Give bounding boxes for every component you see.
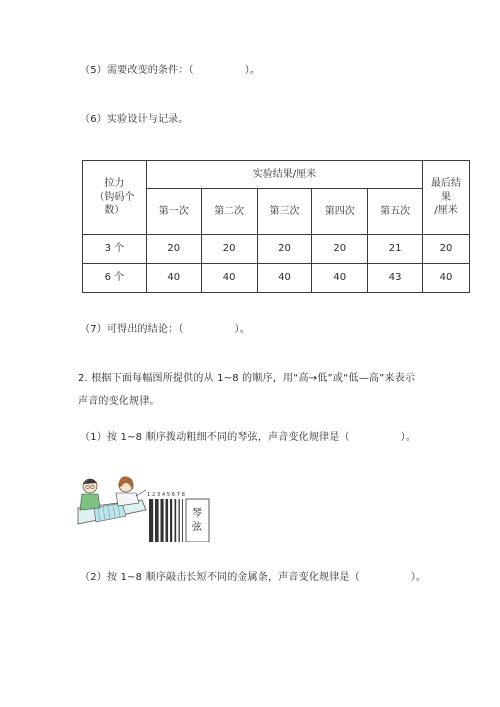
string-8 [182, 499, 183, 542]
problem-2-line-2: 声音的变化规律。 [78, 396, 160, 407]
string-2 [155, 499, 159, 542]
string-numbers: 1 2 3 4 5 6 7 8 [147, 492, 185, 498]
cell: 20 [257, 235, 312, 264]
header-results: 实验结果/厘米 [146, 161, 422, 189]
header-force: 拉力 （钩码个 数） [83, 161, 147, 235]
header-trial-5: 第五次 [368, 189, 423, 235]
question-6: （6）实验设计与记录。 [80, 114, 189, 125]
table-row [83, 235, 470, 264]
question-7: （7）可得出的结论：（ ）。 [80, 324, 250, 335]
sub-question-1: （1）按 1~8 顺序拨动粗细不同的琴弦，声音变化规律是（ ）。 [80, 432, 417, 443]
cell: 40 [312, 264, 368, 293]
cell: 40 [257, 264, 312, 293]
sub-question-2: （2）按 1~8 顺序敲击长短不同的金属条，声音变化规律是（ ）。 [80, 572, 427, 583]
string-4 [166, 499, 169, 542]
header-trial-2: 第二次 [201, 189, 257, 235]
zither-label-top: 琴 [192, 508, 202, 519]
row-label: 6 个 [83, 264, 147, 293]
cell: 40 [146, 264, 201, 293]
header-trial-4: 第四次 [312, 189, 368, 235]
problem-2-line-1: 2. 根据下面每幅图所提供的从 1~8 的顺序，用“高→低”或“低—高”来表示 [78, 373, 416, 384]
experiment-table [82, 160, 470, 293]
string-illustration [76, 470, 210, 542]
cell-final: 40 [423, 264, 470, 293]
cell: 40 [201, 264, 257, 293]
zither-board [186, 499, 209, 542]
cell: 43 [368, 264, 423, 293]
string-5 [170, 499, 172, 542]
header-trial-1: 第一次 [146, 189, 201, 235]
cell: 20 [201, 235, 257, 264]
children-strings-drawing [76, 470, 210, 542]
cell: 21 [368, 235, 423, 264]
table-row [83, 264, 470, 293]
question-5: （5）需要改变的条件：（ ）。 [80, 65, 261, 76]
string-7 [179, 499, 180, 542]
cell-final: 20 [423, 235, 470, 264]
boy-body [80, 494, 100, 510]
header-trial-3: 第三次 [257, 189, 312, 235]
row-label: 3 个 [83, 235, 147, 264]
cell: 20 [312, 235, 368, 264]
string-1 [149, 499, 153, 542]
string-3 [161, 499, 164, 542]
cell: 20 [146, 235, 201, 264]
zither-label-bottom: 弦 [192, 522, 202, 533]
string-6 [175, 499, 177, 542]
header-final: 最后结 果 /厘米 [423, 161, 470, 235]
